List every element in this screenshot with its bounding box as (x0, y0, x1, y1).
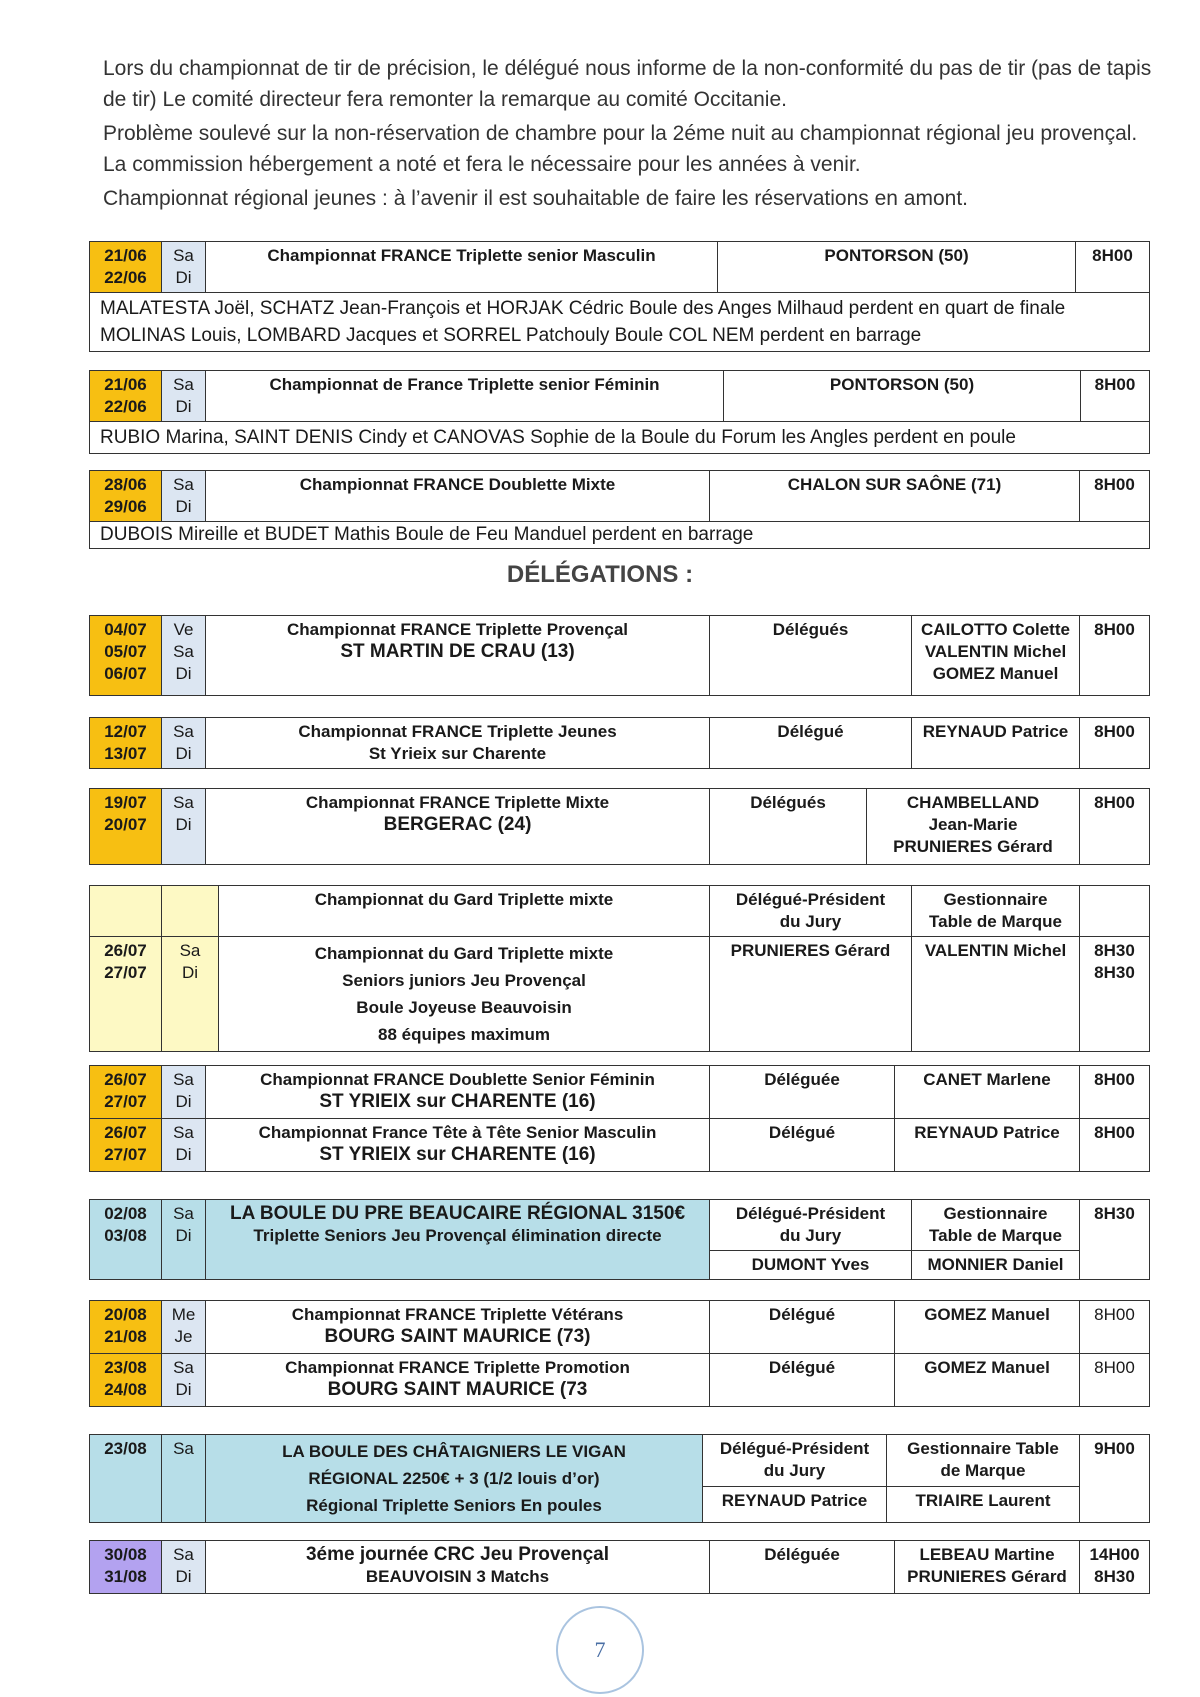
event-time: 8H00 (1080, 789, 1150, 865)
days-cell: Sa Di (162, 1066, 206, 1119)
days-cell: Ve Sa Di (162, 616, 206, 696)
days-cell: Sa Di (162, 1354, 206, 1407)
result-table (89, 241, 1150, 352)
days-cell: Sa Di (162, 1541, 206, 1594)
paragraph: Problème soulevé sur la non-réservation de chambre pour la 2éme nuit au championnat régional jeu provençal. La commission hébergement a noté et fera le nécessaire pour les années à venir. (103, 122, 1138, 176)
days-cell: Sa Di (162, 1119, 206, 1172)
manager-name: MONNIER Daniel (912, 1251, 1080, 1280)
days-cell (162, 886, 219, 937)
dates-cell: 23/08 (90, 1435, 162, 1523)
days-cell: Me Je (162, 1301, 206, 1354)
delegate-name: DUMONT Yves (710, 1251, 912, 1280)
event-title: Championnat de France Triplette senior Féminin (206, 371, 724, 422)
event-location: CHALON SUR SAÔNE (71) (710, 471, 1080, 522)
days-cell: Sa Di (162, 718, 206, 769)
event-time: 9H00 (1080, 1435, 1150, 1523)
role-header: Délégué-Président du Jury (703, 1435, 887, 1487)
event-time: 8H30 (1080, 1200, 1150, 1280)
event-title: Championnat FRANCE Triplette Promotion BOURG SAINT MAURICE (73 (206, 1354, 710, 1407)
role: Délégué (710, 718, 912, 769)
result-text: MALATESTA Joël, SCHATZ Jean-François et HORJAK Cédric Boule des Anges Milhaud perdent en quart de finale MOLINAS Louis, LOMBARD Jacques et SORREL Patchouly Boule COL NEM perdent en barrage (90, 293, 1150, 352)
result-text: RUBIO Marina, SAINT DENIS Cindy et CANOVAS Sophie de la Boule du Forum les Angles perdent en poule (90, 422, 1150, 454)
paragraph: Lors du championnat de tir de précision, le délégué nous informe de la non-conformité du pas de tir (pas de tapis de tir) Le comité directeur fera remonter la remarque au comité Occitanie. (103, 57, 1152, 111)
manager-header: Gestionnaire Table de Marque (887, 1435, 1080, 1487)
delegate-name: GOMEZ Manuel (895, 1354, 1080, 1407)
delegate-name: REYNAUD Patrice (703, 1487, 887, 1523)
delegate-name: GOMEZ Manuel (895, 1301, 1080, 1354)
event-time: 8H00 (1080, 1301, 1150, 1354)
role: Délégués (710, 616, 912, 696)
event-time: 8H30 8H30 (1080, 937, 1150, 1052)
delegations-heading: DÉLÉGATIONS : (506, 561, 694, 588)
event-title: LA BOULE DES CHÂTAIGNIERS LE VIGAN RÉGIONAL 2250€ + 3 (1/2 louis d’or) Régional Triplette Seniors En poules (206, 1435, 703, 1523)
event-title: Championnat FRANCE Triplette Vétérans BOURG SAINT MAURICE (73) (206, 1301, 710, 1354)
delegation-table (89, 1300, 1150, 1407)
delegation-table (89, 1199, 1150, 1280)
delegate-names: REYNAUD Patrice (912, 718, 1080, 769)
days-cell: Sa Di (162, 471, 206, 522)
event-time: 8H00 (1076, 242, 1150, 293)
event-title: Championnat FRANCE Triplette Mixte BERGERAC (24) (206, 789, 710, 865)
delegate-name: REYNAUD Patrice (895, 1119, 1080, 1172)
role: Délégués (710, 789, 867, 865)
event-title: 3éme journée CRC Jeu Provençal BEAUVOISIN 3 Matchs (206, 1541, 710, 1594)
days-cell: Sa Di (162, 371, 206, 422)
dates-cell: 26/07 27/07 (90, 937, 162, 1052)
delegation-table (89, 1065, 1150, 1172)
days-cell: Sa Di (162, 937, 219, 1052)
time-header (1080, 886, 1150, 937)
dates-cell: 23/08 24/08 (90, 1354, 162, 1407)
event-time: 8H00 (1080, 1119, 1150, 1172)
paragraph: Championnat régional jeunes : à l’avenir il est souhaitable de faire les réservations en amont. (103, 187, 968, 210)
dates-cell: 04/07 05/07 06/07 (90, 616, 162, 696)
event-title: Championnat FRANCE Triplette Provençal ST MARTIN DE CRAU (13) (206, 616, 710, 696)
dates-cell: 19/07 20/07 (90, 789, 162, 865)
event-title: Championnat FRANCE Doublette Senior Féminin ST YRIEIX sur CHARENTE (16) (206, 1066, 710, 1119)
delegation-table (89, 885, 1150, 1052)
event-title: Championnat du Gard Triplette mixte (219, 886, 710, 937)
result-table (89, 370, 1150, 454)
role-header: Délégué-Président du Jury (710, 1200, 912, 1251)
role: Déléguée (710, 1066, 895, 1119)
delegate-name: CANET Marlene (895, 1066, 1080, 1119)
delegation-table (89, 1434, 1150, 1523)
days-cell: Sa Di (162, 242, 206, 293)
role: Délégué (710, 1119, 895, 1172)
role: Délégué (710, 1354, 895, 1407)
result-table (89, 470, 1150, 549)
page-number: 7 (556, 1606, 644, 1694)
dates-cell: 02/08 03/08 (90, 1200, 162, 1280)
event-title: Championnat FRANCE Doublette Mixte (206, 471, 710, 522)
event-time: 8H00 (1080, 471, 1150, 522)
event-location: PONTORSON (50) (724, 371, 1081, 422)
dates-cell: 26/07 27/07 (90, 1066, 162, 1119)
role: Déléguée (710, 1541, 895, 1594)
event-time: 8H00 (1081, 371, 1150, 422)
delegate-names: LEBEAU Martine PRUNIERES Gérard (895, 1541, 1080, 1594)
dates-cell (90, 886, 162, 937)
event-title: Championnat France Tête à Tête Senior Masculin ST YRIEIX sur CHARENTE (16) (206, 1119, 710, 1172)
dates-cell: 20/08 21/08 (90, 1301, 162, 1354)
delegation-table (89, 1540, 1150, 1594)
days-cell: Sa (162, 1435, 206, 1523)
manager-header: Gestionnaire Table de Marque (912, 886, 1080, 937)
dates-cell: 26/07 27/07 (90, 1119, 162, 1172)
dates-cell: 21/06 22/06 (90, 242, 162, 293)
dates-cell: 30/08 31/08 (90, 1541, 162, 1594)
delegate-names: CAILOTTO Colette VALENTIN Michel GOMEZ Manuel (912, 616, 1080, 696)
manager-name: VALENTIN Michel (912, 937, 1080, 1052)
days-cell: Sa Di (162, 1200, 206, 1280)
dates-cell: 28/06 29/06 (90, 471, 162, 522)
result-text: DUBOIS Mireille et BUDET Mathis Boule de Feu Manduel perdent en barrage (90, 522, 1150, 549)
event-time: 8H00 (1080, 1066, 1150, 1119)
dates-cell: 12/07 13/07 (90, 718, 162, 769)
event-title: Championnat FRANCE Triplette senior Masculin (206, 242, 718, 293)
event-title: LA BOULE DU PRE BEAUCAIRE RÉGIONAL 3150€ Triplette Seniors Jeu Provençal élimination directe (206, 1200, 710, 1280)
delegation-table (89, 788, 1150, 865)
event-time: 8H00 (1080, 718, 1150, 769)
manager-header: Gestionnaire Table de Marque (912, 1200, 1080, 1251)
delegate-name: PRUNIERES Gérard (710, 937, 912, 1052)
event-time: 8H00 (1080, 616, 1150, 696)
manager-name: TRIAIRE Laurent (887, 1487, 1080, 1523)
delegation-table (89, 615, 1150, 696)
role: Délégué (710, 1301, 895, 1354)
event-title: Championnat FRANCE Triplette Jeunes St Yrieix sur Charente (206, 718, 710, 769)
delegate-names: CHAMBELLAND Jean-Marie PRUNIERES Gérard (867, 789, 1080, 865)
event-time: 14H00 8H30 (1080, 1541, 1150, 1594)
dates-cell: 21/06 22/06 (90, 371, 162, 422)
event-location: PONTORSON (50) (718, 242, 1076, 293)
delegation-table (89, 717, 1150, 769)
event-description: Championnat du Gard Triplette mixte Seniors juniors Jeu Provençal Boule Joyeuse Beauvoisin 88 équipes maximum (219, 937, 710, 1052)
event-time: 8H00 (1080, 1354, 1150, 1407)
days-cell: Sa Di (162, 789, 206, 865)
role-header: Délégué-Président du Jury (710, 886, 912, 937)
